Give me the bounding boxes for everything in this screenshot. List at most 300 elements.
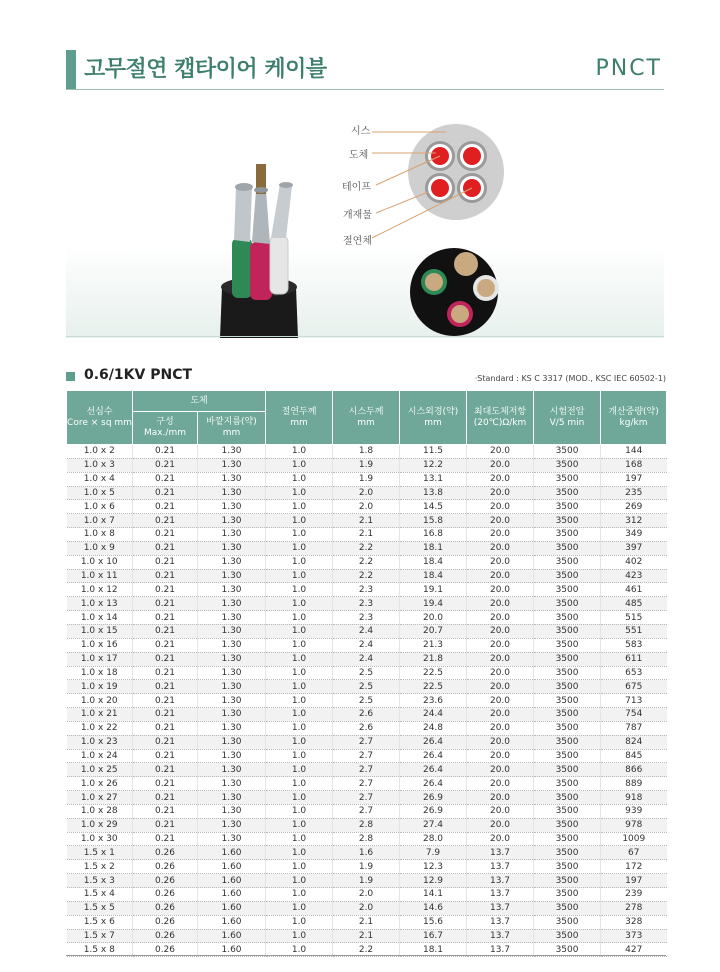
table-row xyxy=(67,541,667,555)
cell-outer-dia: 1.60 xyxy=(198,943,266,957)
table-row xyxy=(67,445,667,459)
cell-insulation: 1.0 xyxy=(266,888,333,902)
cell-insulation: 1.0 xyxy=(266,555,333,569)
table-row xyxy=(67,597,667,611)
cell-test-voltage: 3500 xyxy=(534,680,601,694)
cell-resistance: 13.7 xyxy=(467,929,534,943)
cell-composition: 0.26 xyxy=(133,943,198,957)
cell-sheath-od: 24.4 xyxy=(400,708,467,722)
cell-test-voltage: 3500 xyxy=(534,445,601,459)
table-row xyxy=(67,749,667,763)
cell-core: 1.5 x 1 xyxy=(67,846,133,860)
cell-outer-dia: 1.30 xyxy=(198,445,266,459)
cell-test-voltage: 3500 xyxy=(534,777,601,791)
table-row xyxy=(67,735,667,749)
cell-outer-dia: 1.30 xyxy=(198,791,266,805)
col-outer-dia: 바깥지름(약) mm xyxy=(198,412,266,445)
cell-outer-dia: 1.30 xyxy=(198,555,266,569)
cell-resistance: 20.0 xyxy=(467,541,534,555)
cell-weight: 918 xyxy=(601,791,667,805)
cell-sheath: 2.7 xyxy=(333,777,400,791)
cell-resistance: 20.0 xyxy=(467,749,534,763)
cell-weight: 978 xyxy=(601,818,667,832)
cell-insulation: 1.0 xyxy=(266,721,333,735)
cell-outer-dia: 1.30 xyxy=(198,472,266,486)
cell-test-voltage: 3500 xyxy=(534,694,601,708)
cell-sheath: 2.3 xyxy=(333,597,400,611)
cell-sheath: 2.7 xyxy=(333,763,400,777)
cell-weight: 67 xyxy=(601,846,667,860)
cell-outer-dia: 1.60 xyxy=(198,874,266,888)
cell-core: 1.0 x 17 xyxy=(67,652,133,666)
cell-outer-dia: 1.30 xyxy=(198,528,266,542)
cell-resistance: 13.7 xyxy=(467,901,534,915)
table-row xyxy=(67,888,667,902)
cell-sheath-od: 18.4 xyxy=(400,555,467,569)
table-row xyxy=(67,901,667,915)
cell-sheath-od: 21.3 xyxy=(400,638,467,652)
cell-sheath: 1.9 xyxy=(333,874,400,888)
cell-sheath: 2.1 xyxy=(333,929,400,943)
cell-resistance: 20.0 xyxy=(467,804,534,818)
cell-core: 1.0 x 21 xyxy=(67,708,133,722)
cell-sheath: 1.6 xyxy=(333,846,400,860)
cell-test-voltage: 3500 xyxy=(534,500,601,514)
cell-insulation: 1.0 xyxy=(266,874,333,888)
cell-core: 1.0 x 26 xyxy=(67,777,133,791)
cell-test-voltage: 3500 xyxy=(534,638,601,652)
cell-core: 1.0 x 29 xyxy=(67,818,133,832)
cell-sheath-od: 18.1 xyxy=(400,943,467,957)
cell-weight: 583 xyxy=(601,638,667,652)
cell-core: 1.0 x 20 xyxy=(67,694,133,708)
cell-resistance: 20.0 xyxy=(467,458,534,472)
cell-sheath: 2.5 xyxy=(333,680,400,694)
cell-outer-dia: 1.60 xyxy=(198,860,266,874)
cell-resistance: 20.0 xyxy=(467,666,534,680)
table-row xyxy=(67,458,667,472)
col-test-voltage: 시험전압 V/5 min xyxy=(534,391,601,445)
cell-core: 1.0 x 22 xyxy=(67,721,133,735)
table-row xyxy=(67,624,667,638)
spec-table-body xyxy=(67,445,667,957)
cell-weight: 235 xyxy=(601,486,667,500)
cell-composition: 0.21 xyxy=(133,486,198,500)
cell-insulation: 1.0 xyxy=(266,611,333,625)
cell-sheath: 2.0 xyxy=(333,901,400,915)
cell-test-voltage: 3500 xyxy=(534,624,601,638)
cell-outer-dia: 1.30 xyxy=(198,611,266,625)
cell-sheath: 2.1 xyxy=(333,528,400,542)
cell-outer-dia: 1.30 xyxy=(198,749,266,763)
col-core: 선심수 Core × sq mm xyxy=(67,391,133,445)
table-row xyxy=(67,583,667,597)
cell-resistance: 13.7 xyxy=(467,888,534,902)
cell-sheath-od: 14.5 xyxy=(400,500,467,514)
cell-sheath: 2.3 xyxy=(333,583,400,597)
cell-composition: 0.26 xyxy=(133,846,198,860)
cell-composition: 0.21 xyxy=(133,514,198,528)
cell-test-voltage: 3500 xyxy=(534,888,601,902)
cell-sheath-od: 22.5 xyxy=(400,666,467,680)
table-row xyxy=(67,818,667,832)
cell-sheath: 2.2 xyxy=(333,943,400,957)
table-row xyxy=(67,708,667,722)
cell-test-voltage: 3500 xyxy=(534,528,601,542)
cell-resistance: 20.0 xyxy=(467,569,534,583)
cell-composition: 0.21 xyxy=(133,749,198,763)
cell-core: 1.5 x 6 xyxy=(67,915,133,929)
cell-resistance: 20.0 xyxy=(467,638,534,652)
cell-composition: 0.21 xyxy=(133,583,198,597)
cell-outer-dia: 1.30 xyxy=(198,486,266,500)
cell-sheath: 2.8 xyxy=(333,832,400,846)
title-accent-bar xyxy=(66,50,76,90)
cell-insulation: 1.0 xyxy=(266,514,333,528)
cell-sheath: 2.7 xyxy=(333,791,400,805)
cell-outer-dia: 1.30 xyxy=(198,597,266,611)
cell-insulation: 1.0 xyxy=(266,929,333,943)
cell-weight: 713 xyxy=(601,694,667,708)
cable-end-view xyxy=(410,248,499,336)
cell-core: 1.0 x 3 xyxy=(67,458,133,472)
cell-test-voltage: 3500 xyxy=(534,804,601,818)
cell-sheath: 1.8 xyxy=(333,445,400,459)
cell-resistance: 20.0 xyxy=(467,555,534,569)
cell-core: 1.0 x 13 xyxy=(67,597,133,611)
cell-weight: 349 xyxy=(601,528,667,542)
cell-composition: 0.21 xyxy=(133,638,198,652)
cell-sheath: 2.8 xyxy=(333,818,400,832)
table-row xyxy=(67,860,667,874)
cell-test-voltage: 3500 xyxy=(534,901,601,915)
cell-composition: 0.21 xyxy=(133,735,198,749)
cell-test-voltage: 3500 xyxy=(534,708,601,722)
cell-sheath-od: 14.1 xyxy=(400,888,467,902)
table-row xyxy=(67,472,667,486)
cell-composition: 0.21 xyxy=(133,597,198,611)
cell-outer-dia: 1.30 xyxy=(198,624,266,638)
cell-sheath: 2.6 xyxy=(333,708,400,722)
cell-core: 1.0 x 9 xyxy=(67,541,133,555)
cell-sheath-od: 26.4 xyxy=(400,763,467,777)
cell-resistance: 20.0 xyxy=(467,583,534,597)
cell-weight: 845 xyxy=(601,749,667,763)
cell-weight: 939 xyxy=(601,804,667,818)
cell-resistance: 20.0 xyxy=(467,735,534,749)
col-weight: 개산중량(약) kg/km xyxy=(601,391,667,445)
cell-insulation: 1.0 xyxy=(266,638,333,652)
cell-composition: 0.26 xyxy=(133,888,198,902)
cell-resistance: 20.0 xyxy=(467,611,534,625)
table-row xyxy=(67,611,667,625)
table-row xyxy=(67,638,667,652)
cell-test-voltage: 3500 xyxy=(534,486,601,500)
cell-composition: 0.21 xyxy=(133,708,198,722)
cell-core: 1.5 x 4 xyxy=(67,888,133,902)
cell-core: 1.0 x 30 xyxy=(67,832,133,846)
cell-outer-dia: 1.30 xyxy=(198,694,266,708)
cell-sheath-od: 20.0 xyxy=(400,611,467,625)
page-title: 고무절연 캡타이어 케이블 xyxy=(84,57,327,82)
table-row xyxy=(67,832,667,846)
cell-sheath: 2.4 xyxy=(333,638,400,652)
cell-weight: 402 xyxy=(601,555,667,569)
col-sheath-od: 시스외경(약) mm xyxy=(400,391,467,445)
cell-core: 1.5 x 7 xyxy=(67,929,133,943)
spec-table xyxy=(66,390,667,957)
cell-sheath: 1.9 xyxy=(333,860,400,874)
cell-sheath-od: 16.7 xyxy=(400,929,467,943)
cell-weight: 144 xyxy=(601,445,667,459)
cell-core: 1.0 x 24 xyxy=(67,749,133,763)
cell-sheath-od: 15.6 xyxy=(400,915,467,929)
cell-core: 1.0 x 15 xyxy=(67,624,133,638)
cell-sheath-od: 26.9 xyxy=(400,791,467,805)
cell-insulation: 1.0 xyxy=(266,832,333,846)
cell-insulation: 1.0 xyxy=(266,528,333,542)
cell-insulation: 1.0 xyxy=(266,846,333,860)
cell-sheath-od: 20.7 xyxy=(400,624,467,638)
cell-sheath-od: 12.3 xyxy=(400,860,467,874)
table-row xyxy=(67,652,667,666)
table-row xyxy=(67,721,667,735)
cell-composition: 0.21 xyxy=(133,624,198,638)
cell-resistance: 13.7 xyxy=(467,846,534,860)
cell-insulation: 1.0 xyxy=(266,597,333,611)
cell-sheath-od: 12.9 xyxy=(400,874,467,888)
cell-sheath: 2.0 xyxy=(333,888,400,902)
cell-sheath-od: 28.0 xyxy=(400,832,467,846)
cell-resistance: 20.0 xyxy=(467,777,534,791)
cell-sheath-od: 26.4 xyxy=(400,777,467,791)
cell-resistance: 20.0 xyxy=(467,486,534,500)
cell-insulation: 1.0 xyxy=(266,943,333,957)
cell-outer-dia: 1.30 xyxy=(198,541,266,555)
cell-core: 1.5 x 5 xyxy=(67,901,133,915)
cell-test-voltage: 3500 xyxy=(534,597,601,611)
cell-sheath: 1.9 xyxy=(333,458,400,472)
cell-weight: 328 xyxy=(601,915,667,929)
table-bottom-rule xyxy=(66,955,666,956)
cell-weight: 754 xyxy=(601,708,667,722)
cell-weight: 168 xyxy=(601,458,667,472)
cell-composition: 0.21 xyxy=(133,763,198,777)
cell-resistance: 20.0 xyxy=(467,763,534,777)
cell-core: 1.0 x 19 xyxy=(67,680,133,694)
cell-composition: 0.21 xyxy=(133,791,198,805)
table-row xyxy=(67,680,667,694)
label-filler: 개재물 xyxy=(343,210,372,221)
cell-composition: 0.21 xyxy=(133,804,198,818)
cell-sheath: 2.7 xyxy=(333,735,400,749)
cell-composition: 0.21 xyxy=(133,569,198,583)
cell-weight: 611 xyxy=(601,652,667,666)
cell-weight: 397 xyxy=(601,541,667,555)
cell-test-voltage: 3500 xyxy=(534,832,601,846)
cell-core: 1.0 x 11 xyxy=(67,569,133,583)
cell-insulation: 1.0 xyxy=(266,472,333,486)
product-figure xyxy=(66,92,664,338)
cell-insulation: 1.0 xyxy=(266,860,333,874)
cell-composition: 0.26 xyxy=(133,874,198,888)
cell-composition: 0.26 xyxy=(133,915,198,929)
cell-sheath: 2.4 xyxy=(333,624,400,638)
cell-test-voltage: 3500 xyxy=(534,583,601,597)
cell-insulation: 1.0 xyxy=(266,569,333,583)
cell-outer-dia: 1.30 xyxy=(198,680,266,694)
figure-baseline xyxy=(66,336,664,337)
cell-outer-dia: 1.30 xyxy=(198,735,266,749)
table-row xyxy=(67,915,667,929)
cell-resistance: 20.0 xyxy=(467,472,534,486)
col-composition: 구성 Max./mm xyxy=(133,412,198,445)
cell-insulation: 1.0 xyxy=(266,749,333,763)
table-row xyxy=(67,791,667,805)
cell-sheath-od: 19.1 xyxy=(400,583,467,597)
cell-test-voltage: 3500 xyxy=(534,514,601,528)
cell-outer-dia: 1.60 xyxy=(198,888,266,902)
cell-outer-dia: 1.60 xyxy=(198,901,266,915)
cell-insulation: 1.0 xyxy=(266,541,333,555)
label-tape: 테이프 xyxy=(342,182,371,193)
cell-sheath: 2.6 xyxy=(333,721,400,735)
cell-composition: 0.21 xyxy=(133,694,198,708)
cell-composition: 0.21 xyxy=(133,680,198,694)
cell-sheath: 2.5 xyxy=(333,666,400,680)
cell-weight: 461 xyxy=(601,583,667,597)
cell-test-voltage: 3500 xyxy=(534,749,601,763)
cell-outer-dia: 1.30 xyxy=(198,721,266,735)
cell-weight: 269 xyxy=(601,500,667,514)
cell-insulation: 1.0 xyxy=(266,445,333,459)
cell-test-voltage: 3500 xyxy=(534,929,601,943)
cell-sheath: 2.4 xyxy=(333,652,400,666)
cell-outer-dia: 1.30 xyxy=(198,458,266,472)
cell-weight: 824 xyxy=(601,735,667,749)
cell-outer-dia: 1.30 xyxy=(198,763,266,777)
cell-insulation: 1.0 xyxy=(266,818,333,832)
cell-core: 1.0 x 5 xyxy=(67,486,133,500)
cell-sheath: 2.2 xyxy=(333,569,400,583)
cell-weight: 653 xyxy=(601,666,667,680)
cell-outer-dia: 1.30 xyxy=(198,569,266,583)
cell-outer-dia: 1.30 xyxy=(198,777,266,791)
cell-composition: 0.21 xyxy=(133,611,198,625)
cell-test-voltage: 3500 xyxy=(534,874,601,888)
cell-composition: 0.21 xyxy=(133,832,198,846)
cell-core: 1.0 x 27 xyxy=(67,791,133,805)
cell-composition: 0.21 xyxy=(133,818,198,832)
cell-composition: 0.21 xyxy=(133,666,198,680)
cell-sheath-od: 15.8 xyxy=(400,514,467,528)
cell-core: 1.0 x 2 xyxy=(67,445,133,459)
cell-insulation: 1.0 xyxy=(266,680,333,694)
cell-insulation: 1.0 xyxy=(266,458,333,472)
cell-sheath-od: 24.8 xyxy=(400,721,467,735)
cell-sheath: 2.7 xyxy=(333,804,400,818)
cell-test-voltage: 3500 xyxy=(534,569,601,583)
cell-test-voltage: 3500 xyxy=(534,541,601,555)
standard-note: ·Standard : KS C 3317 (MOD., KSC IEC 60502-1) xyxy=(474,374,666,383)
cell-sheath-od: 26.9 xyxy=(400,804,467,818)
cell-test-voltage: 3500 xyxy=(534,666,601,680)
cell-sheath: 2.7 xyxy=(333,749,400,763)
cell-insulation: 1.0 xyxy=(266,694,333,708)
cell-core: 1.0 x 10 xyxy=(67,555,133,569)
cell-sheath: 2.1 xyxy=(333,915,400,929)
cell-weight: 373 xyxy=(601,929,667,943)
cell-composition: 0.21 xyxy=(133,458,198,472)
cell-sheath: 2.1 xyxy=(333,514,400,528)
cell-test-voltage: 3500 xyxy=(534,943,601,957)
cell-test-voltage: 3500 xyxy=(534,791,601,805)
cell-core: 1.0 x 14 xyxy=(67,611,133,625)
cell-weight: 866 xyxy=(601,763,667,777)
cell-core: 1.0 x 7 xyxy=(67,514,133,528)
cell-composition: 0.21 xyxy=(133,721,198,735)
cable-side-view xyxy=(220,164,298,338)
cell-resistance: 20.0 xyxy=(467,818,534,832)
cell-sheath-od: 18.4 xyxy=(400,569,467,583)
cell-weight: 515 xyxy=(601,611,667,625)
cell-composition: 0.21 xyxy=(133,555,198,569)
cell-composition: 0.21 xyxy=(133,652,198,666)
table-row xyxy=(67,666,667,680)
cell-core: 1.0 x 25 xyxy=(67,763,133,777)
cell-resistance: 20.0 xyxy=(467,791,534,805)
cell-sheath: 1.9 xyxy=(333,472,400,486)
cell-core: 1.0 x 12 xyxy=(67,583,133,597)
cell-weight: 485 xyxy=(601,597,667,611)
cell-insulation: 1.0 xyxy=(266,624,333,638)
table-row xyxy=(67,846,667,860)
cell-sheath-od: 11.5 xyxy=(400,445,467,459)
cell-insulation: 1.0 xyxy=(266,708,333,722)
table-row xyxy=(67,569,667,583)
cell-core: 1.0 x 16 xyxy=(67,638,133,652)
cell-weight: 551 xyxy=(601,624,667,638)
cell-sheath-od: 26.4 xyxy=(400,749,467,763)
cell-insulation: 1.0 xyxy=(266,486,333,500)
cell-insulation: 1.0 xyxy=(266,666,333,680)
table-row xyxy=(67,694,667,708)
label-sheath: 시스 xyxy=(351,126,371,137)
cell-test-voltage: 3500 xyxy=(534,818,601,832)
cell-weight: 1009 xyxy=(601,832,667,846)
cable-cross-section xyxy=(372,124,504,238)
cell-insulation: 1.0 xyxy=(266,652,333,666)
cell-resistance: 20.0 xyxy=(467,694,534,708)
cell-weight: 197 xyxy=(601,874,667,888)
cell-sheath: 2.0 xyxy=(333,486,400,500)
section-title: 0.6/1KV PNCT xyxy=(84,367,193,383)
table-row xyxy=(67,514,667,528)
title-divider xyxy=(66,89,664,90)
cell-resistance: 20.0 xyxy=(467,624,534,638)
cell-sheath-od: 21.8 xyxy=(400,652,467,666)
cell-weight: 423 xyxy=(601,569,667,583)
cell-sheath-od: 26.4 xyxy=(400,735,467,749)
cell-test-voltage: 3500 xyxy=(534,915,601,929)
cell-weight: 197 xyxy=(601,472,667,486)
cell-composition: 0.21 xyxy=(133,528,198,542)
cell-sheath-od: 16.8 xyxy=(400,528,467,542)
cell-resistance: 20.0 xyxy=(467,708,534,722)
cell-insulation: 1.0 xyxy=(266,777,333,791)
cell-composition: 0.21 xyxy=(133,777,198,791)
cell-weight: 889 xyxy=(601,777,667,791)
